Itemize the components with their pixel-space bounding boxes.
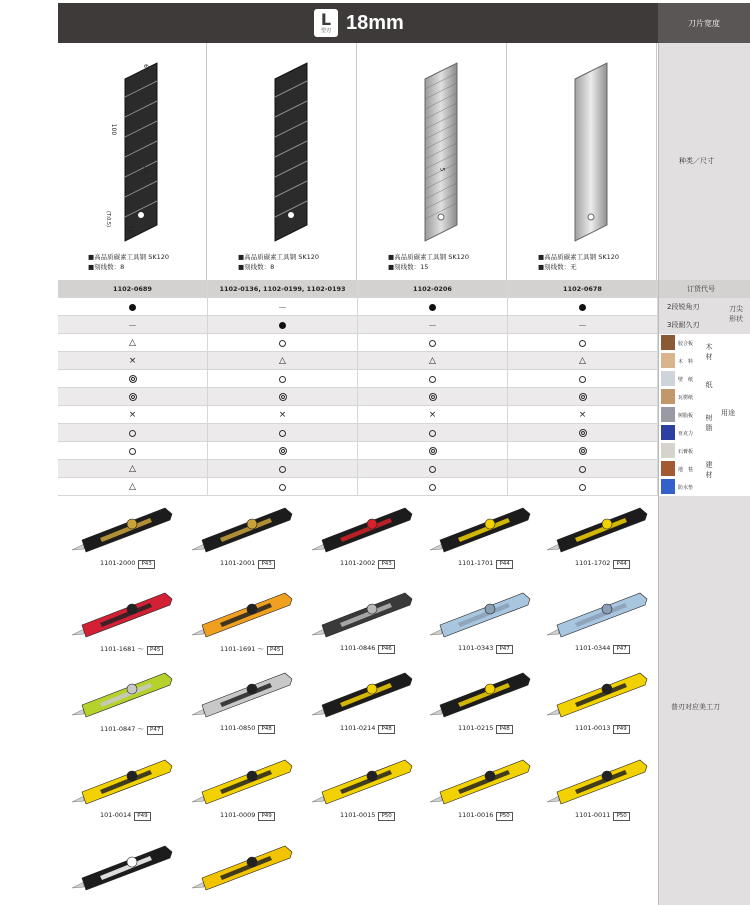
rating-mark	[279, 484, 286, 491]
rating-cell	[58, 298, 208, 316]
rating-mark	[129, 448, 136, 455]
material-label: 瓦楞纸	[678, 395, 694, 401]
type-size-label: 种类／尺寸	[679, 157, 714, 165]
rating-symbol: △	[429, 356, 436, 366]
knife-code: 1101-0850	[220, 724, 256, 732]
rating-row	[58, 370, 658, 388]
rating-cell	[208, 478, 358, 496]
knife-code: 1101-2002	[340, 559, 376, 567]
knife-code: 1101-2001	[220, 559, 256, 567]
blade-lines: ■刻线数：8	[88, 263, 125, 271]
cutter-knife-image	[545, 665, 650, 725]
cutter-knife-image	[310, 665, 415, 725]
order-code: 1102-0206	[358, 280, 508, 298]
cutter-knife-image	[190, 500, 295, 560]
page-ref: P43	[378, 560, 394, 569]
rating-cell	[508, 370, 658, 388]
rating-symbol: ×	[278, 410, 287, 420]
rating-mark	[429, 447, 437, 455]
page-ref: P50	[613, 812, 629, 821]
category-label: 木材	[705, 343, 713, 361]
rating-mark	[429, 484, 436, 491]
rating-row	[58, 424, 658, 442]
knife-caption	[340, 811, 395, 821]
knife-code: 1101-0013	[575, 724, 611, 732]
rating-cell	[58, 352, 208, 370]
rating-cell	[208, 460, 358, 478]
dim-width: 18	[126, 225, 134, 234]
cutter-knife-image	[190, 585, 295, 645]
rating-cell	[208, 406, 358, 424]
page-ref: P45	[147, 646, 163, 655]
knife-code: 1101-0847 〜	[100, 725, 144, 733]
knife-caption	[220, 559, 275, 569]
rating-cell	[58, 460, 208, 478]
edge-shape-label: 刀尖形状	[729, 305, 743, 323]
rating-cell	[358, 370, 508, 388]
rating-cell	[208, 298, 358, 316]
rating-cell	[508, 460, 658, 478]
rating-cell	[508, 478, 658, 496]
category-label: 树脂	[705, 414, 713, 432]
rating-cell	[358, 388, 508, 406]
order-code-label: 订货代号	[687, 285, 715, 293]
order-code: 1102-0136, 1102-0199, 1102-0193	[208, 280, 358, 298]
dim-angle: 60°	[141, 64, 149, 75]
material-swatch	[661, 425, 675, 440]
knife-caption	[340, 644, 395, 654]
rating-mark	[579, 340, 586, 347]
rating-cell	[58, 316, 208, 334]
rating-cell	[508, 352, 658, 370]
knife-code: 1101-0009	[220, 811, 256, 819]
rating-cell	[208, 316, 358, 334]
rating-mark	[129, 375, 137, 383]
material-swatch	[661, 479, 675, 494]
badge-sub: 型刃	[320, 28, 331, 34]
page-ref: P43	[258, 560, 274, 569]
badge-letter: L	[320, 10, 332, 29]
material-label: 石膏板	[678, 449, 694, 455]
knife-caption	[220, 644, 283, 655]
page-ref: P44	[613, 560, 629, 569]
rating-row	[58, 316, 658, 334]
page-ref: P49	[134, 812, 150, 821]
cutter-knife-image	[70, 665, 175, 725]
material-swatch	[661, 353, 675, 368]
material-label: 防水垫	[678, 485, 694, 491]
page-ref: P45	[267, 646, 283, 655]
page-ref: P46	[378, 645, 394, 654]
edge-shape-cell	[658, 298, 750, 334]
rating-symbol: －	[427, 321, 437, 332]
material-swatch	[661, 443, 675, 458]
rating-mark	[429, 304, 436, 311]
rating-cell	[358, 334, 508, 352]
material-label: 地 毯	[678, 467, 694, 473]
rating-cell	[58, 370, 208, 388]
knife-code: 1101-0344	[575, 644, 611, 652]
rating-mark	[579, 393, 587, 401]
cutter-knife-image	[70, 500, 175, 560]
rating-symbol: ×	[128, 356, 137, 366]
type-size-cell	[658, 43, 750, 280]
rating-cell	[58, 478, 208, 496]
material-swatch	[661, 389, 675, 404]
dim-segment-a: 10	[142, 165, 150, 174]
knife-code: 1101-2000	[100, 559, 136, 567]
rating-row	[58, 442, 658, 460]
material-label: 胶合板	[678, 341, 694, 347]
knife-code: 1101-1701	[458, 559, 494, 567]
page-ref: P47	[613, 645, 629, 654]
knife-caption	[458, 811, 513, 821]
rating-mark	[429, 340, 436, 347]
cutter-knife-image	[310, 500, 415, 560]
knife-caption	[100, 811, 151, 821]
rating-cell	[508, 424, 658, 442]
blade-caption	[538, 252, 619, 272]
knife-caption	[100, 559, 155, 569]
material-label: 亚克力	[678, 431, 694, 437]
cutter-knife-image	[428, 752, 533, 812]
blade-material: ■高品质碳素工具钢 SK120	[88, 253, 170, 261]
compatible-label: 普刃对应美工刀	[671, 703, 720, 711]
order-code: 1102-0678	[508, 280, 658, 298]
use-label: 用途	[721, 409, 735, 417]
rating-mark	[579, 484, 586, 491]
blade-caption	[238, 252, 319, 272]
page-ref: P44	[496, 560, 512, 569]
material-swatch	[661, 371, 675, 386]
rating-cell	[208, 442, 358, 460]
knife-code: 1101-0215	[458, 724, 494, 732]
rating-mark	[279, 447, 287, 455]
cutter-knife-image	[545, 585, 650, 645]
page-ref: P49	[613, 725, 629, 734]
blade-image	[523, 57, 641, 257]
rating-cell	[508, 406, 658, 424]
blade-material: ■高品质碳素工具钢 SK120	[388, 253, 470, 261]
rating-mark	[279, 430, 286, 437]
rating-symbol: △	[279, 356, 286, 366]
rating-row	[58, 460, 658, 478]
rating-symbol: △	[129, 338, 136, 348]
rating-cell	[508, 298, 658, 316]
knife-caption	[575, 644, 630, 654]
order-code-row	[58, 280, 658, 298]
rating-mark	[579, 466, 586, 473]
knife-code: 1101-0846	[340, 644, 376, 652]
section-header	[58, 3, 658, 43]
material-swatch	[661, 335, 675, 350]
rating-cell	[508, 442, 658, 460]
knife-caption	[220, 724, 275, 734]
material-label: 树脂板	[678, 413, 694, 419]
rating-row	[58, 298, 658, 316]
rating-symbol: －	[277, 303, 287, 314]
material-label: 木 料	[678, 359, 694, 365]
page-ref: P43	[138, 560, 154, 569]
blade-caption	[388, 252, 469, 272]
rating-row	[58, 478, 658, 496]
rating-mark	[129, 430, 136, 437]
blade-lines: ■刻线数：15	[388, 263, 429, 271]
blade-panel	[508, 43, 657, 280]
knife-caption	[100, 644, 163, 655]
knife-caption	[100, 724, 163, 735]
dim-length: 100	[110, 123, 118, 136]
knife-code: 1101-0016	[458, 811, 494, 819]
knife-caption	[575, 811, 630, 821]
rating-row	[58, 352, 658, 370]
rating-row	[58, 406, 658, 424]
rating-cell	[358, 424, 508, 442]
rating-mark	[429, 393, 437, 401]
blade-image	[373, 57, 491, 257]
blade-lines: ■刻线数：8	[238, 263, 275, 271]
cutter-knife-image	[310, 752, 415, 812]
rating-cell	[58, 334, 208, 352]
rating-cell	[58, 442, 208, 460]
cutter-knife-image	[70, 838, 175, 898]
cutter-knife-image	[428, 500, 533, 560]
rating-cell	[358, 406, 508, 424]
rating-mark	[279, 340, 286, 347]
rating-mark	[279, 322, 286, 329]
rating-cell	[358, 460, 508, 478]
rating-mark	[579, 447, 587, 455]
rating-cell	[358, 352, 508, 370]
blade-caption	[88, 252, 169, 272]
rating-mark	[279, 393, 287, 401]
knife-caption	[340, 559, 395, 569]
rating-cell	[508, 316, 658, 334]
rating-mark	[279, 466, 286, 473]
rating-cell	[208, 352, 358, 370]
rating-cell	[58, 388, 208, 406]
knife-code: 1101-0011	[575, 811, 611, 819]
knife-code: 101-0014	[100, 811, 132, 819]
rating-cell	[208, 334, 358, 352]
knife-code: 1101-0343	[458, 644, 494, 652]
category-label: 建材	[705, 461, 713, 479]
rating-mark	[129, 304, 136, 311]
rating-cell	[358, 478, 508, 496]
knife-code: 1101-1702	[575, 559, 611, 567]
cutter-knife-image	[70, 752, 175, 812]
rating-cell	[508, 334, 658, 352]
cutter-knife-image	[190, 838, 295, 898]
rating-mark	[429, 376, 436, 383]
rating-symbol: ×	[428, 410, 437, 420]
page-title: 18mm	[346, 12, 404, 34]
rating-symbol: △	[129, 482, 136, 492]
knife-caption	[575, 559, 630, 569]
rating-mark	[429, 430, 436, 437]
cutter-knife-image	[428, 665, 533, 725]
rating-cell	[58, 424, 208, 442]
blade-lines: ■刻线数：无	[538, 263, 577, 271]
cutter-knife-image	[190, 752, 295, 812]
page-ref: P50	[496, 812, 512, 821]
dim-segment-b: 5	[438, 167, 446, 172]
material-label: 壁 纸	[678, 377, 694, 383]
knife-code: 1101-1681 〜	[100, 645, 144, 653]
rating-row	[58, 334, 658, 352]
rating-symbol: －	[577, 321, 587, 332]
rating-mark	[279, 376, 286, 383]
knife-caption	[575, 724, 630, 734]
rating-mark	[579, 304, 586, 311]
knife-caption	[458, 724, 513, 734]
blade-width-label: 刀片宽度	[658, 3, 750, 43]
knife-code: 1101-0214	[340, 724, 376, 732]
knife-caption	[458, 559, 513, 569]
material-swatch	[661, 407, 675, 422]
blade-image	[223, 57, 341, 257]
rating-symbol: △	[579, 356, 586, 366]
order-code: 1102-0689	[58, 280, 208, 298]
compatible-cell	[658, 496, 750, 905]
rating-row	[58, 388, 658, 406]
blade-material: ■高品质碳素工具钢 SK120	[238, 253, 320, 261]
cutter-knife-image	[545, 500, 650, 560]
knife-caption	[340, 724, 395, 734]
cutter-knife-image	[545, 752, 650, 812]
cutter-knife-image	[428, 585, 533, 645]
rating-cell	[358, 298, 508, 316]
rating-mark	[579, 429, 587, 437]
knife-caption	[220, 811, 275, 821]
material-swatch	[661, 461, 675, 476]
knife-code: 1101-0015	[340, 811, 376, 819]
edge-3-label: 3段耐久刃	[667, 321, 700, 329]
cutter-knife-image	[190, 665, 295, 725]
rating-mark	[579, 376, 586, 383]
page-ref: P50	[378, 812, 394, 821]
page-ref: P48	[378, 725, 394, 734]
blade-material: ■高品质碳素工具钢 SK120	[538, 253, 620, 261]
rating-cell	[208, 388, 358, 406]
rating-mark	[129, 393, 137, 401]
page-ref: P47	[147, 726, 163, 735]
page-ref: P47	[496, 645, 512, 654]
rating-symbol: ×	[578, 410, 587, 420]
blade-panel	[208, 43, 357, 280]
order-code-cell	[658, 280, 750, 298]
blade-type-badge	[314, 9, 338, 37]
category-label: 纸	[705, 381, 713, 389]
blade-panel	[358, 43, 507, 280]
rating-cell	[208, 424, 358, 442]
dim-thickness: (T:0.5)	[105, 210, 112, 228]
rating-cell	[358, 442, 508, 460]
rating-symbol: －	[127, 321, 137, 332]
rating-cell	[508, 388, 658, 406]
rating-mark	[429, 466, 436, 473]
rating-cell	[358, 316, 508, 334]
rating-symbol: △	[129, 464, 136, 474]
page-ref: P48	[496, 725, 512, 734]
cutter-knife-image	[70, 585, 175, 645]
edge-2-label: 2段锐角刃	[667, 303, 700, 311]
blade-panel	[58, 43, 207, 280]
knife-caption	[458, 644, 513, 654]
rating-cell	[58, 406, 208, 424]
page-ref: P48	[258, 725, 274, 734]
knife-code: 1101-1691 〜	[220, 645, 264, 653]
cutter-knife-image	[310, 585, 415, 645]
rating-cell	[208, 370, 358, 388]
page-ref: P49	[258, 812, 274, 821]
rating-symbol: ×	[128, 410, 137, 420]
